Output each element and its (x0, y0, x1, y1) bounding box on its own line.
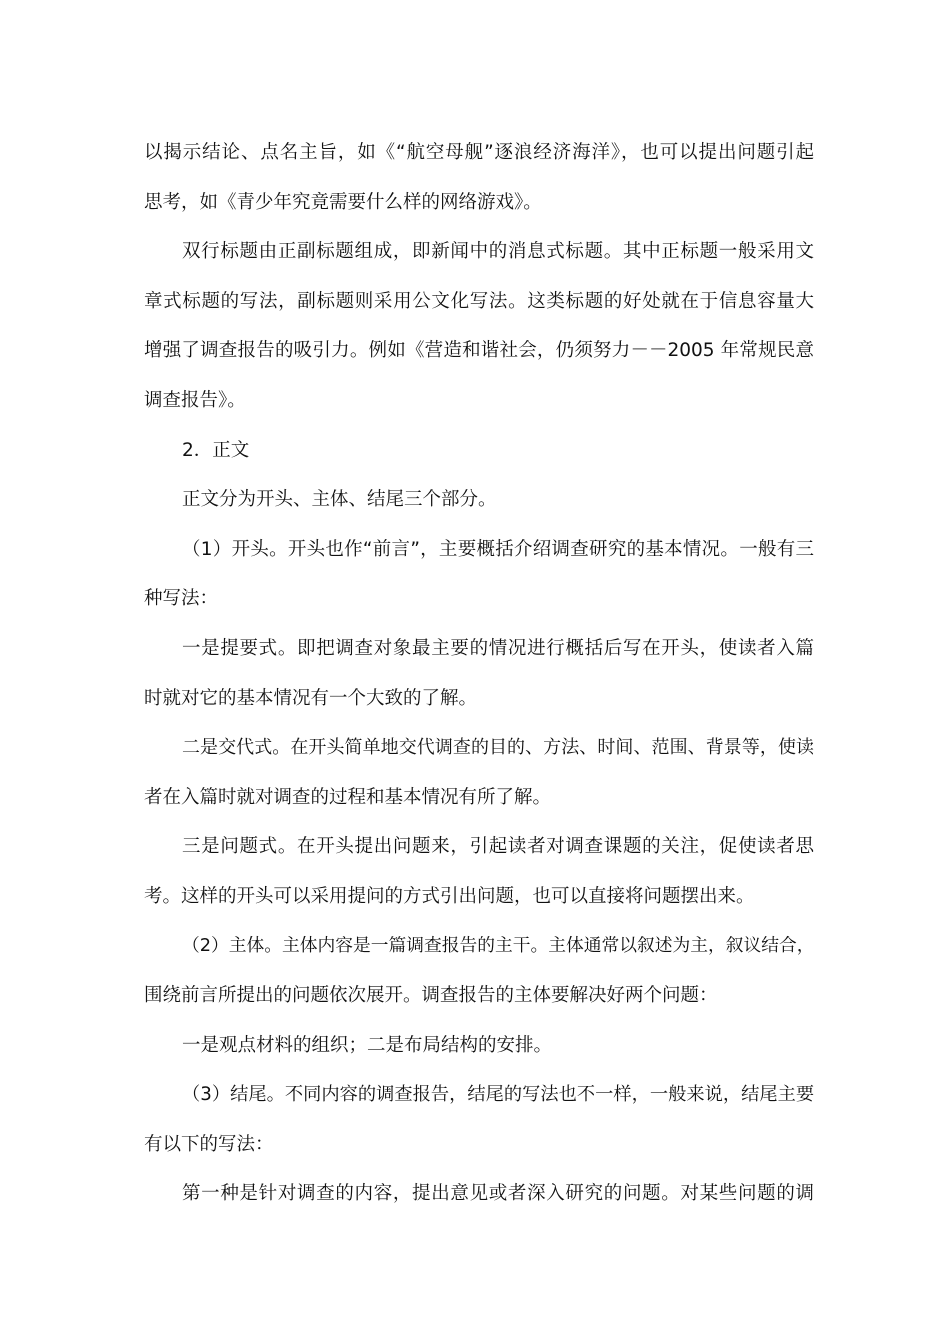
body-line: 一是提要式。即把调查对象最主要的情况进行概括后写在开头，使读者入篇 (182, 637, 814, 659)
body-line: 第一种是针对调查的内容，提出意见或者深入研究的问题。对某些问题的调 (182, 1183, 814, 1205)
body-line: （1）开头。开头也作“前言”，主要概括介绍调查研究的基本情况。一般有三 (182, 538, 814, 560)
body-line: 二是交代式。在开头简单地交代调查的目的、方法、时间、范围、背景等，使读 (182, 737, 814, 759)
body-line: （2）主体。主体内容是一篇调查报告的主干。主体通常以叙述为主，叙议结合， (182, 935, 815, 956)
body-line: 正文分为开头、主体、结尾三个部分。 (182, 489, 497, 511)
body-line: 者在入篇时就对调查的过程和基本情况有所了解。 (144, 786, 552, 808)
body-line: 以揭示结论、点名主旨，如《“航空母舰”逐浪经济海洋》，也可以提出问题引起 (144, 142, 814, 163)
section-heading: 2．正文 (182, 439, 250, 461)
body-line: 双行标题由正副标题组成，即新闻中的消息式标题。其中正标题一般采用文 (182, 241, 814, 263)
document-body (144, 128, 814, 1219)
body-line: 一是观点材料的组织；二是布局结构的安排。 (182, 1034, 553, 1056)
body-line: （3）结尾。不同内容的调查报告，结尾的写法也不一样，一般来说，结尾主要 (182, 1084, 815, 1106)
body-line: 时就对它的基本情况有一个大致的了解。 (144, 687, 478, 709)
body-line: 增强了调查报告的吸引力。例如《营造和谐社会，仍须努力－－2005 年常规民意 (144, 340, 814, 362)
body-line: 三是问题式。在开头提出问题来，引起读者对调查课题的关注，促使读者思 (182, 836, 814, 858)
body-line: 思考，如《青少年究竟需要什么样的网络游戏》。 (144, 191, 542, 213)
body-line: 种写法： (144, 588, 219, 610)
body-line: 有以下的写法： (144, 1133, 274, 1155)
body-line: 调查报告》。 (144, 389, 246, 411)
body-line: 考。这样的开头可以采用提问的方式引出问题，也可以直接将问题摆出来。 (144, 885, 755, 907)
body-line: 章式标题的写法，副标题则采用公文化写法。这类标题的好处就在于信息容量大 (144, 290, 814, 312)
body-line: 围绕前言所提出的问题依次展开。调查报告的主体要解决好两个问题： (144, 985, 718, 1007)
